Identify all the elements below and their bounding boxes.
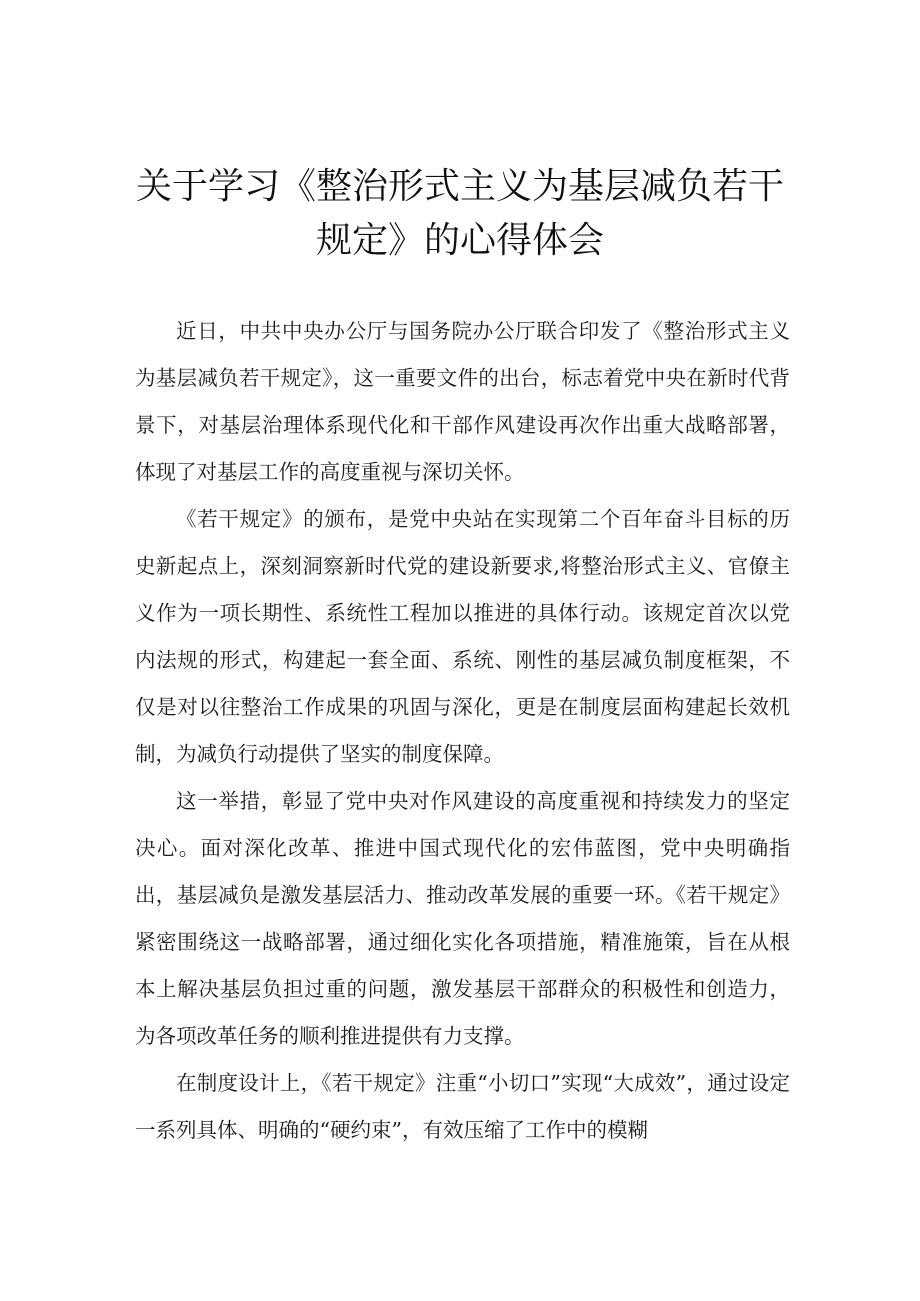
document-body bbox=[135, 308, 790, 1154]
paragraph-3: 这一举措，彰显了党中央对作风建设的高度重视和持续发力的坚定决心。面对深化改革、推进中国式现代化的宏伟蓝图，党中央明确指出，基层减负是激发基层活力、推动改革发展的重要一环。《若干规定》紧密围绕这一战略部署，通过细化实化各项措施，精准施策，旨在从根本上解决基层负担过重的问题，激发基层干部群众的积极性和创造力，为各项改革任务的顺利推进提供有力支撑。 bbox=[135, 789, 790, 1048]
paragraph-2: 《若干规定》的颁布，是党中央站在实现第二个百年奋斗目标的历史新起点上，深刻洞察新时代党的建设新要求,将整治形式主义、官僚主义作为一项长期性、系统性工程加以推进的具体行动。该规定首次以党内法规的形式，构建起一套全面、系统、刚性的基层减负制度框架，不仅是对以往整治工作成果的巩固与深化，更是在制度层面构建起长效机制，为减负行动提供了坚实的制度保障。 bbox=[135, 507, 790, 766]
title-line-1: 关于学习《整治形式主义为基层减负若干 bbox=[135, 166, 784, 207]
paragraph-1: 近日，中共中央办公厅与国务院办公厅联合印发了《整治形式主义为基层减负若干规定》，这一重要文件的出台，标志着党中央在新时代背景下，对基层治理体系现代化和干部作风建设再次作出重大战略部署，体现了对基层工作的高度重视与深切关怀。 bbox=[135, 319, 790, 484]
document-title bbox=[130, 160, 790, 268]
title-line-2: 规定》的心得体会 bbox=[315, 220, 604, 261]
paragraph-4: 在制度设计上，《若干规定》注重“小切口”实现“大成效”，通过设定一系列具体、明确的“硬约束”，有效压缩了工作中的模糊 bbox=[135, 1071, 790, 1142]
